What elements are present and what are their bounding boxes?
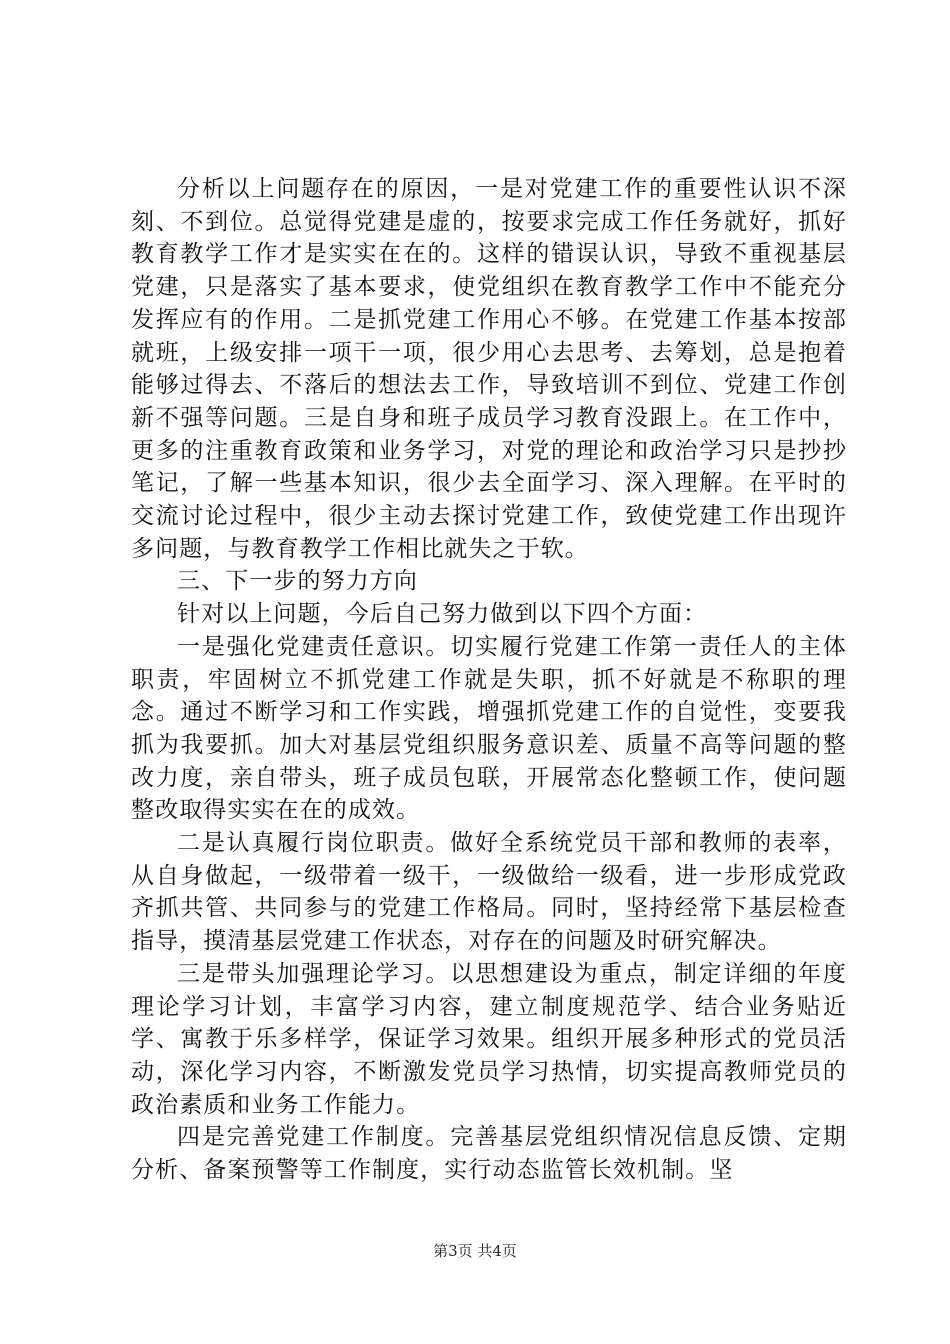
paragraph-theory-study: 三是带头加强理论学习。以思想建设为重点，制定详细的年度理论学习计划，丰富学习内容，建立制度规范学、结合业务贴近学、寓教于乐多样学，保证学习效果。组织开展多种形式的党员活动，深化学习内容，不断激发党员学习热情，切实提高教师党员的政治素质和业务工作能力。 xyxy=(131,960,847,1118)
paragraph-responsibility-awareness: 一是强化党建责任意识。切实履行党建工作第一责任人的主体职责，牢固树立不抓党建工作就是失职，抓不好就是不称职的理念。通过不断学习和工作实践，增强抓党建工作的自觉性，变要我抓为我要抓。加大对基层党组织服务意识差、质量不高等问题的整改力度，亲自带头，班子成员包联，开展常态化整顿工作，使问题整改取得实实在在的成效。 xyxy=(131,633,847,824)
paragraph-intro-four-aspects: 针对以上问题，今后自己努力做到以下四个方面： xyxy=(177,601,708,628)
paragraph-job-duties: 二是认真履行岗位职责。做好全系统党员干部和教师的表率，从自身做起，一级带着一级干，一级做给一级看，进一步形成党政齐抓共管、共同参与的党建工作格局。同时，坚持经常下基层检查指导，摸清基层党建工作状态，对存在的问题及时研究解决。 xyxy=(131,830,847,955)
section-heading-next-steps: 三、下一步的努力方向 xyxy=(177,568,418,595)
paragraph-system-improvement: 四是完善党建工作制度。完善基层党组织情况信息反馈、定期分析、备案预警等工作制度，实行动态监管长效机制。坚 xyxy=(131,1124,847,1184)
paragraph-cause-analysis: 分析以上问题存在的原因，一是对党建工作的重要性认识不深刻、不到位。总觉得党建是虚的，按要求完成工作任务就好，抓好教育教学工作才是实实在在的。这样的错误认识，导致不重视基层党建，只是落实了基本要求，使党组织在教育教学工作中不能充分发挥应有的作用。二是抓党建工作用心不够。在党建工作基本按部就班，上级安排一项干一项，很少用心去思考、去筹划，总是抱着能够过得去、不落后的想法去工作，导致培训不到位、党建工作创新不强等问题。三是自身和班子成员学习教育没跟上。在工作中，更多的注重教育政策和业务学习，对党的理论和政治学习只是抄抄笔记，了解一些基本知识，很少去全面学习、深入理解。在平时的交流讨论过程中，很少主动去探讨党建工作，致使党建工作出现许多问题，与教育教学工作相比就失之于软。 xyxy=(131,176,847,562)
document-body xyxy=(131,173,847,1187)
page-footer: 第3页 共4页 xyxy=(433,1242,517,1260)
